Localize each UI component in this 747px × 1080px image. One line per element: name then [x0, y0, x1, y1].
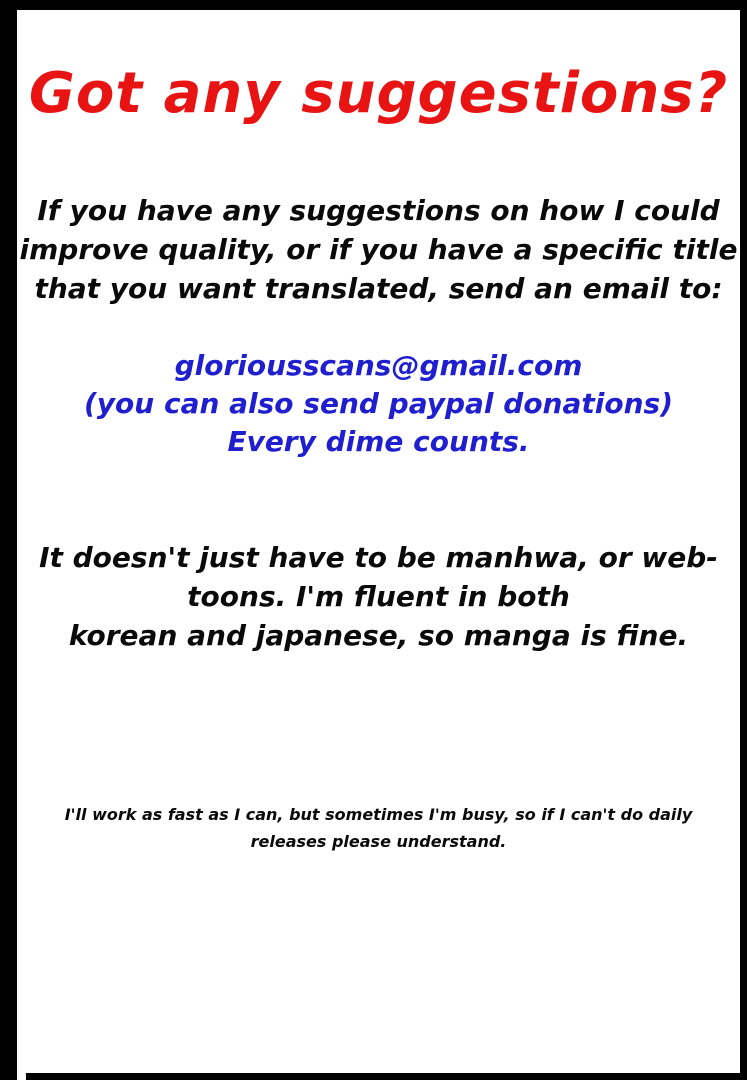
scope-paragraph — [17, 538, 740, 655]
page-title: Got any suggestions? — [28, 61, 729, 126]
intro-paragraph — [17, 191, 740, 308]
donation-note: (you can also send paypal donations) — [84, 387, 673, 420]
footnote-line: I'll work as fast as I can, but sometimes I'm busy, so if I can't do daily — [64, 805, 693, 824]
scan-edge-bottom — [26, 1073, 747, 1080]
scope-line: toons. I'm fluent in both — [187, 580, 570, 613]
contact-block — [17, 347, 740, 461]
contact-tagline: Every dime counts. — [227, 425, 530, 458]
footnote-line: releases please understand. — [250, 832, 507, 851]
intro-line: If you have any suggestions on how I could — [37, 194, 720, 227]
email-address: gloriousscans@gmail.com — [174, 349, 583, 382]
intro-line: improve quality, or if you have a specific title — [19, 233, 738, 266]
scan-edge-left — [0, 0, 17, 1080]
intro-line: that you want translated, send an email to: — [34, 272, 723, 305]
scope-line: korean and japanese, so manga is fine. — [68, 619, 689, 652]
scan-edge-top — [0, 0, 747, 10]
footnote-paragraph — [17, 801, 740, 855]
scope-line: It doesn't just have to be manhwa, or web- — [39, 541, 718, 574]
scan-edge-right — [740, 0, 747, 1080]
